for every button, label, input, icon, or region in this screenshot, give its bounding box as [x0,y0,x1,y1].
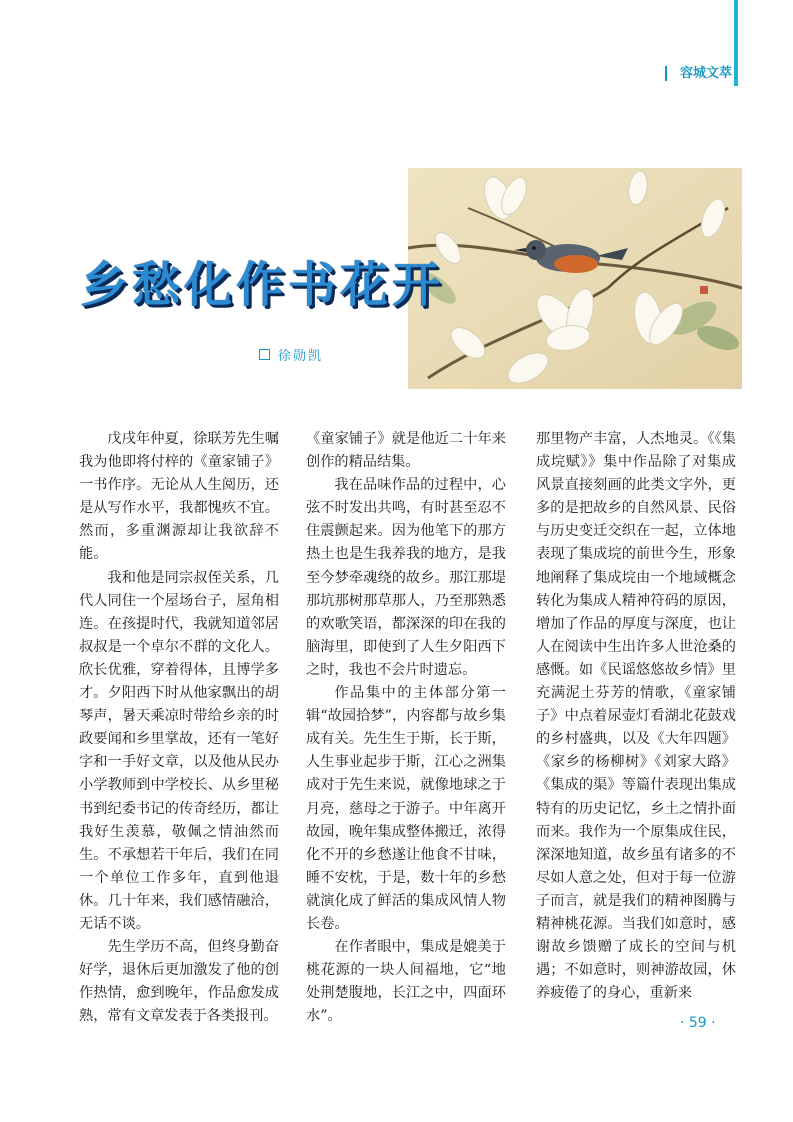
header-accent-line [734,0,738,86]
paragraph: 那里物产丰富，人杰地灵。《《集成垸赋》》集中作品除了对集成风景直接刻画的此类文字外，更多的是把故乡的自然风景、民俗与历史变迁交织在一起，立体地表现了集成垸的前世今生，形象地阐释了集成垸由一个地域概念转化为集成人精神符码的原因，增加了作品的厚度与深度，也让人在阅读中生出许多人世沧桑的感慨。如《民谣悠悠故乡情》里充满泥土芬芳的情歌，《童家铺子》中点着尿壶灯看湖北花鼓戏的乡村盛典，以及《大年四题》《家乡的杨柳树》《刘家大路》《集成的渠》等篇什表现出集成特有的历史记忆，乡土之情扑面而来。我作为一个原集成住民，深深地知道，故乡虽有诸多的不尽如人意之处，但对于每一位游子而言，就是我们的精神图腾与精神桃花源。当我们如意时，感谢故乡馈赠了成长的空间与机遇；不如意时，则神游故园，休养疲倦了的身心，重新来 [536,431,736,1002]
paragraph: 《童家铺子》就是他近二十年来创作的精品结集。 [306,431,506,471]
text-column-1 [79,428,279,1028]
author-name: 徐勋凯 [278,349,324,364]
painting-image [408,168,742,389]
paragraph: 作品集中的主体部分第一辑“故园拾梦”，内容都与故乡集成有关。先生生于斯，长于斯，人生事业起步于斯，江心之洲集成对于先生来说，就像地球之于月亮，慈母之于游子。中年离开故园，晚年集成整体搬迁，浓得化不开的乡愁遂让他食不甘味，睡不安枕，于是，数十年的乡愁就演化成了鲜活的集成风情人物长卷。 [306,685,506,932]
square-icon [259,349,270,360]
article-title: 乡愁化作书花开 [80,257,445,313]
text-column-3 [536,428,736,1005]
section-label: 容城文萃 [679,66,732,81]
paragraph: 在作者眼中，集成是媲美于桃花源的一块人间福地，它“地处荆楚腹地，长江之中，四面环水”。 [306,939,506,1025]
byline [259,345,323,364]
text-column-2 [306,428,506,1028]
paragraph: 先生学历不高，但终身勤奋好学，退休后更加激发了他的创作热情，愈到晚年，作品愈发成熟，常有文章发表于各类报刊。 [79,939,279,1025]
paragraph: 我和他是同宗叔侄关系，几代人同住一个屋场台子，屋角相连。在孩提时代，我就知道邻居叔叔是一个卓尔不群的文化人。欣长优雅，穿着得体，且博学多才。夕阳西下时从他家飘出的胡琴声，暑天乘凉时带给乡亲的时政要闻和乡里掌故，还有一笔好字和一手好文章，以及他从民办小学教师到中学校长、从乡里秘书到纪委书记的传奇经历，都让我好生羡慕，敬佩之情油然而生。不承想若干年后，我们在同一个单位工作多年，直到他退休。几十年来，我们感情融洽，无话不谈。 [79,569,279,932]
page-number: · 59 · [680,1015,716,1031]
paragraph: 我在品味作品的过程中，心弦不时发出共鸣，有时甚至忍不住震颤起来。因为他笔下的那方热土也是生我养我的地方，是我至今梦牵魂绕的故乡。那江那堤那坑那树那草那人，乃至那熟悉的欢歌笑语，都深深的印在我的脑海里，即使到了人生夕阳西下之时，我也不会片时遗忘。 [306,477,506,678]
magnolia-bird-painting [408,168,742,389]
paragraph: 戊戌年仲夏，徐联芳先生嘱我为他即将付梓的《童家铺子》一书作序。无论从人生阅历，还是从写作水平，我都愧疚不宜。然而，多重渊源却让我欲辞不能。 [79,431,279,563]
